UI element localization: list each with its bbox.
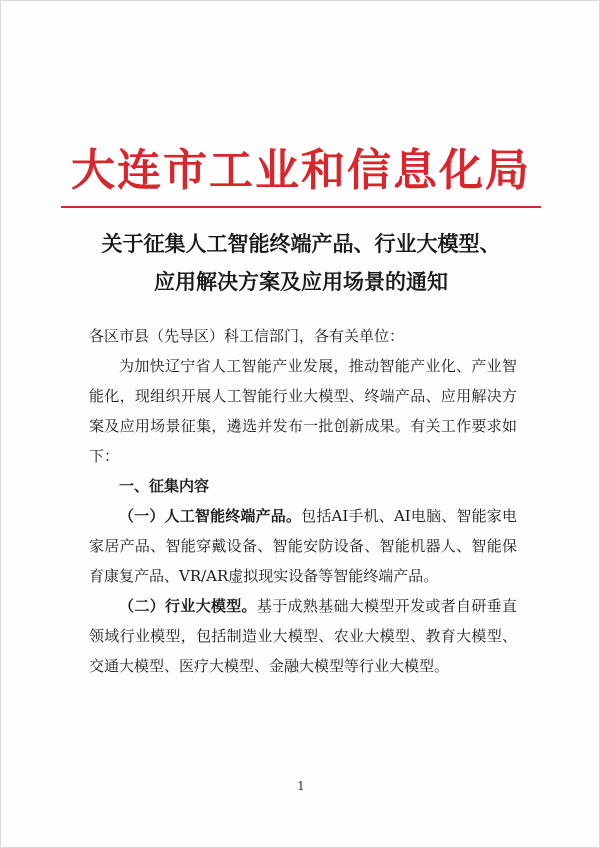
salutation: 各区市县（先导区）科工信部门，各有关单位：: [89, 327, 405, 345]
title-line-2: 应用解决方案及应用场景的通知: [154, 269, 448, 294]
item-2-label: （二）行业大模型。: [119, 597, 257, 615]
item-1-paragraph: [89, 501, 517, 591]
page-number: 1: [297, 779, 305, 793]
notice-body: [89, 321, 517, 681]
notice-title: [41, 225, 561, 301]
item-2-paragraph: [89, 591, 517, 681]
item-1-text: 包括AI手机、AI电脑、智能家电家居产品、智能穿戴设备、智能安防设备、智能机器人、智能保育康复产品、VR/AR虚拟现实设备等智能终端产品。: [89, 507, 517, 585]
item-1-label: （一）人工智能终端产品。: [119, 507, 302, 525]
issuer-header: 大连市工业和信息化局: [71, 145, 531, 196]
item-2-text: 基于成熟基础大模型开发或者自研垂直领域行业模型，包括制造业大模型、农业大模型、教育大模型、交通大模型、医疗大模型、金融大模型等行业大模型。: [89, 597, 517, 675]
intro-paragraph: 为加快辽宁省人工智能产业发展，推动智能产业化、产业智能化，现组织开展人工智能行业大模型、终端产品、应用解决方案及应用场景征集，遴选并发布一批创新成果。有关工作要求如下：: [89, 357, 517, 465]
section-1-heading: 一、征集内容: [119, 477, 210, 495]
title-line-1: 关于征集人工智能终端产品、行业大模型、: [101, 231, 501, 256]
header-red-rule: [61, 206, 541, 208]
